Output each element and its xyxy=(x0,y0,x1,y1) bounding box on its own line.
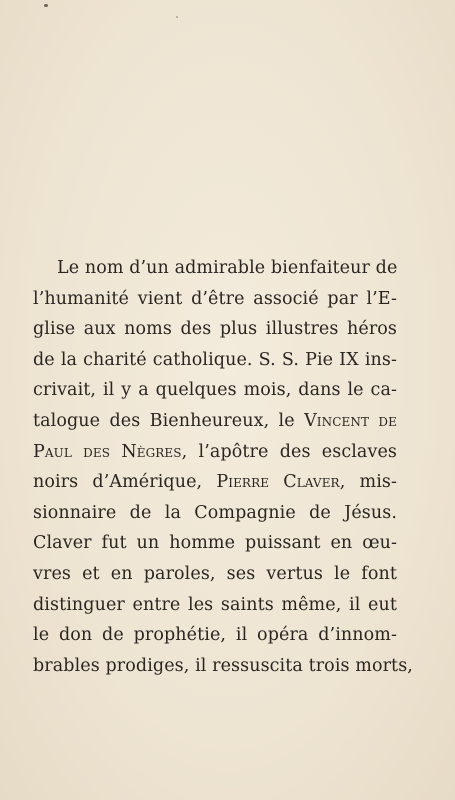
text-line: le don de prophétie, il opéra d’innom- xyxy=(33,625,397,646)
ink-speck xyxy=(176,16,178,18)
small-caps-run: Vincent de xyxy=(304,410,397,431)
small-caps-run: Paul des Nègres xyxy=(33,441,182,462)
text-line: glise aux noms des plus illustres héros xyxy=(33,319,397,340)
text-line: de la charité catholique. S. S. Pie IX ins- xyxy=(33,349,397,370)
text-run: , l’apôtre des esclaves xyxy=(181,441,397,462)
ink-speck xyxy=(44,4,48,7)
text-line: vres et en paroles, ses vertus le font xyxy=(33,563,397,584)
body-paragraph xyxy=(33,253,413,681)
text-line xyxy=(33,467,397,498)
text-run: talogue des Bienheureux, le xyxy=(33,410,295,431)
text-line xyxy=(33,437,397,468)
text-line: Le nom d’un admirable bienfaiteur de xyxy=(57,258,398,278)
text-line: sionnaire de la Compagnie de Jésus. xyxy=(33,502,397,523)
text-line xyxy=(33,406,397,437)
text-line: distinguer entre les saints même, il eut xyxy=(33,594,397,615)
small-caps-run: Pierre Claver xyxy=(216,472,340,493)
text-line: crivait, il y a quelques mois, dans le ca- xyxy=(33,380,397,401)
text-line: l’humanité vient d’être associé par l’E- xyxy=(33,288,397,309)
text-line: brables prodiges, il ressuscita trois morts, xyxy=(33,655,413,676)
text-line: Claver fut un homme puissant en œu- xyxy=(33,533,397,554)
text-run: , mis- xyxy=(339,472,397,493)
text-run: noirs d’Amérique, xyxy=(33,472,203,493)
